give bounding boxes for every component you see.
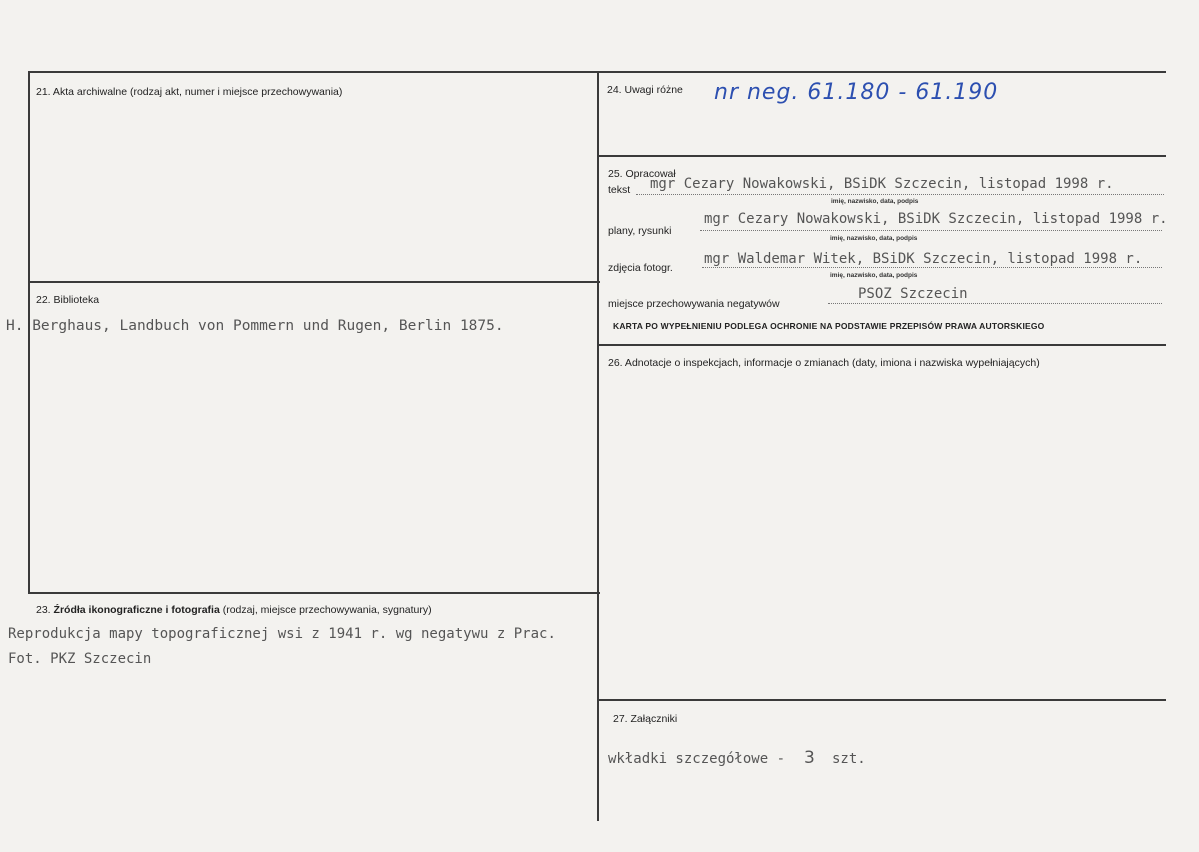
tekst-dotted-line xyxy=(636,194,1164,195)
section24-handwritten-note: nr neg. 61.180 - 61.190 xyxy=(714,80,999,105)
section23-top-line xyxy=(28,592,600,594)
section23-label-number: 23. xyxy=(36,604,51,616)
plany-value: mgr Cezary Nowakowski, BSiDK Szczecin, listopad 1998 r. xyxy=(704,211,1168,227)
section26-label: 26. Adnotacje o inspekcjach, informacje o zmianach (daty, imiona i nazwiska wypełniających) xyxy=(608,357,1040,369)
plany-caption: imię, nazwisko, data, podpis xyxy=(830,235,918,242)
section24-label: 24. Uwagi różne xyxy=(607,84,683,96)
zdjecia-caption: imię, nazwisko, data, podpis xyxy=(830,272,918,279)
section27-content-text: wkładki szczegółowe - xyxy=(608,751,786,767)
plany-dotted-line xyxy=(700,230,1162,231)
section23-content-line2: Fot. PKZ Szczecin xyxy=(8,651,152,667)
tekst-value: mgr Cezary Nowakowski, BSiDK Szczecin, listopad 1998 r. xyxy=(650,176,1114,192)
section26-top-line xyxy=(598,344,1166,346)
section23-label-rest: (rodzaj, miejsce przechowywania, sygnatury) xyxy=(222,604,432,616)
section21-label: 21. Akta archiwalne (rodzaj akt, numer i miejsce przechowywania) xyxy=(36,86,343,98)
section27-top-line xyxy=(598,699,1166,701)
zdjecia-dotted-line xyxy=(702,267,1162,268)
zdjecia-label: zdjęcia fotogr. xyxy=(608,262,673,274)
section27-unit: szt. xyxy=(832,751,866,767)
section23-label xyxy=(36,604,432,616)
section25-top-line xyxy=(598,155,1166,157)
section23-content-line1: Reprodukcja mapy topograficznej wsi z 1941 r. wg negatywu z Prac. xyxy=(8,626,556,642)
tekst-label: tekst xyxy=(608,184,631,196)
zdjecia-value: mgr Waldemar Witek, BSiDK Szczecin, listopad 1998 r. xyxy=(704,251,1143,267)
section27-label: 27. Załączniki xyxy=(613,713,678,725)
section22-content: H. Berghaus, Landbuch von Pommern und Rugen, Berlin 1875. xyxy=(6,318,504,334)
section22-top-line xyxy=(28,281,600,283)
negatywy-value: PSOZ Szczecin xyxy=(858,286,968,302)
center-divider-line xyxy=(597,71,599,821)
plany-label: plany, rysunki xyxy=(608,225,672,237)
copyright-notice: KARTA PO WYPEŁNIENIU PODLEGA OCHRONIE NA PODSTAWIE PRZEPISÓW PRAWA AUTORSKIEGO xyxy=(613,321,1045,331)
negatywy-dotted-line xyxy=(828,303,1162,304)
section22-label: 22. Biblioteka xyxy=(36,294,100,306)
section27-count: 3 xyxy=(804,748,815,768)
negatywy-label: miejsce przechowywania negatywów xyxy=(608,298,780,310)
section23-label-bold: Źródła ikonograficzne i fotografia xyxy=(53,604,220,616)
tekst-caption: imię, nazwisko, data, podpis xyxy=(831,198,919,205)
section25-label: 25. Opracował xyxy=(608,168,676,180)
